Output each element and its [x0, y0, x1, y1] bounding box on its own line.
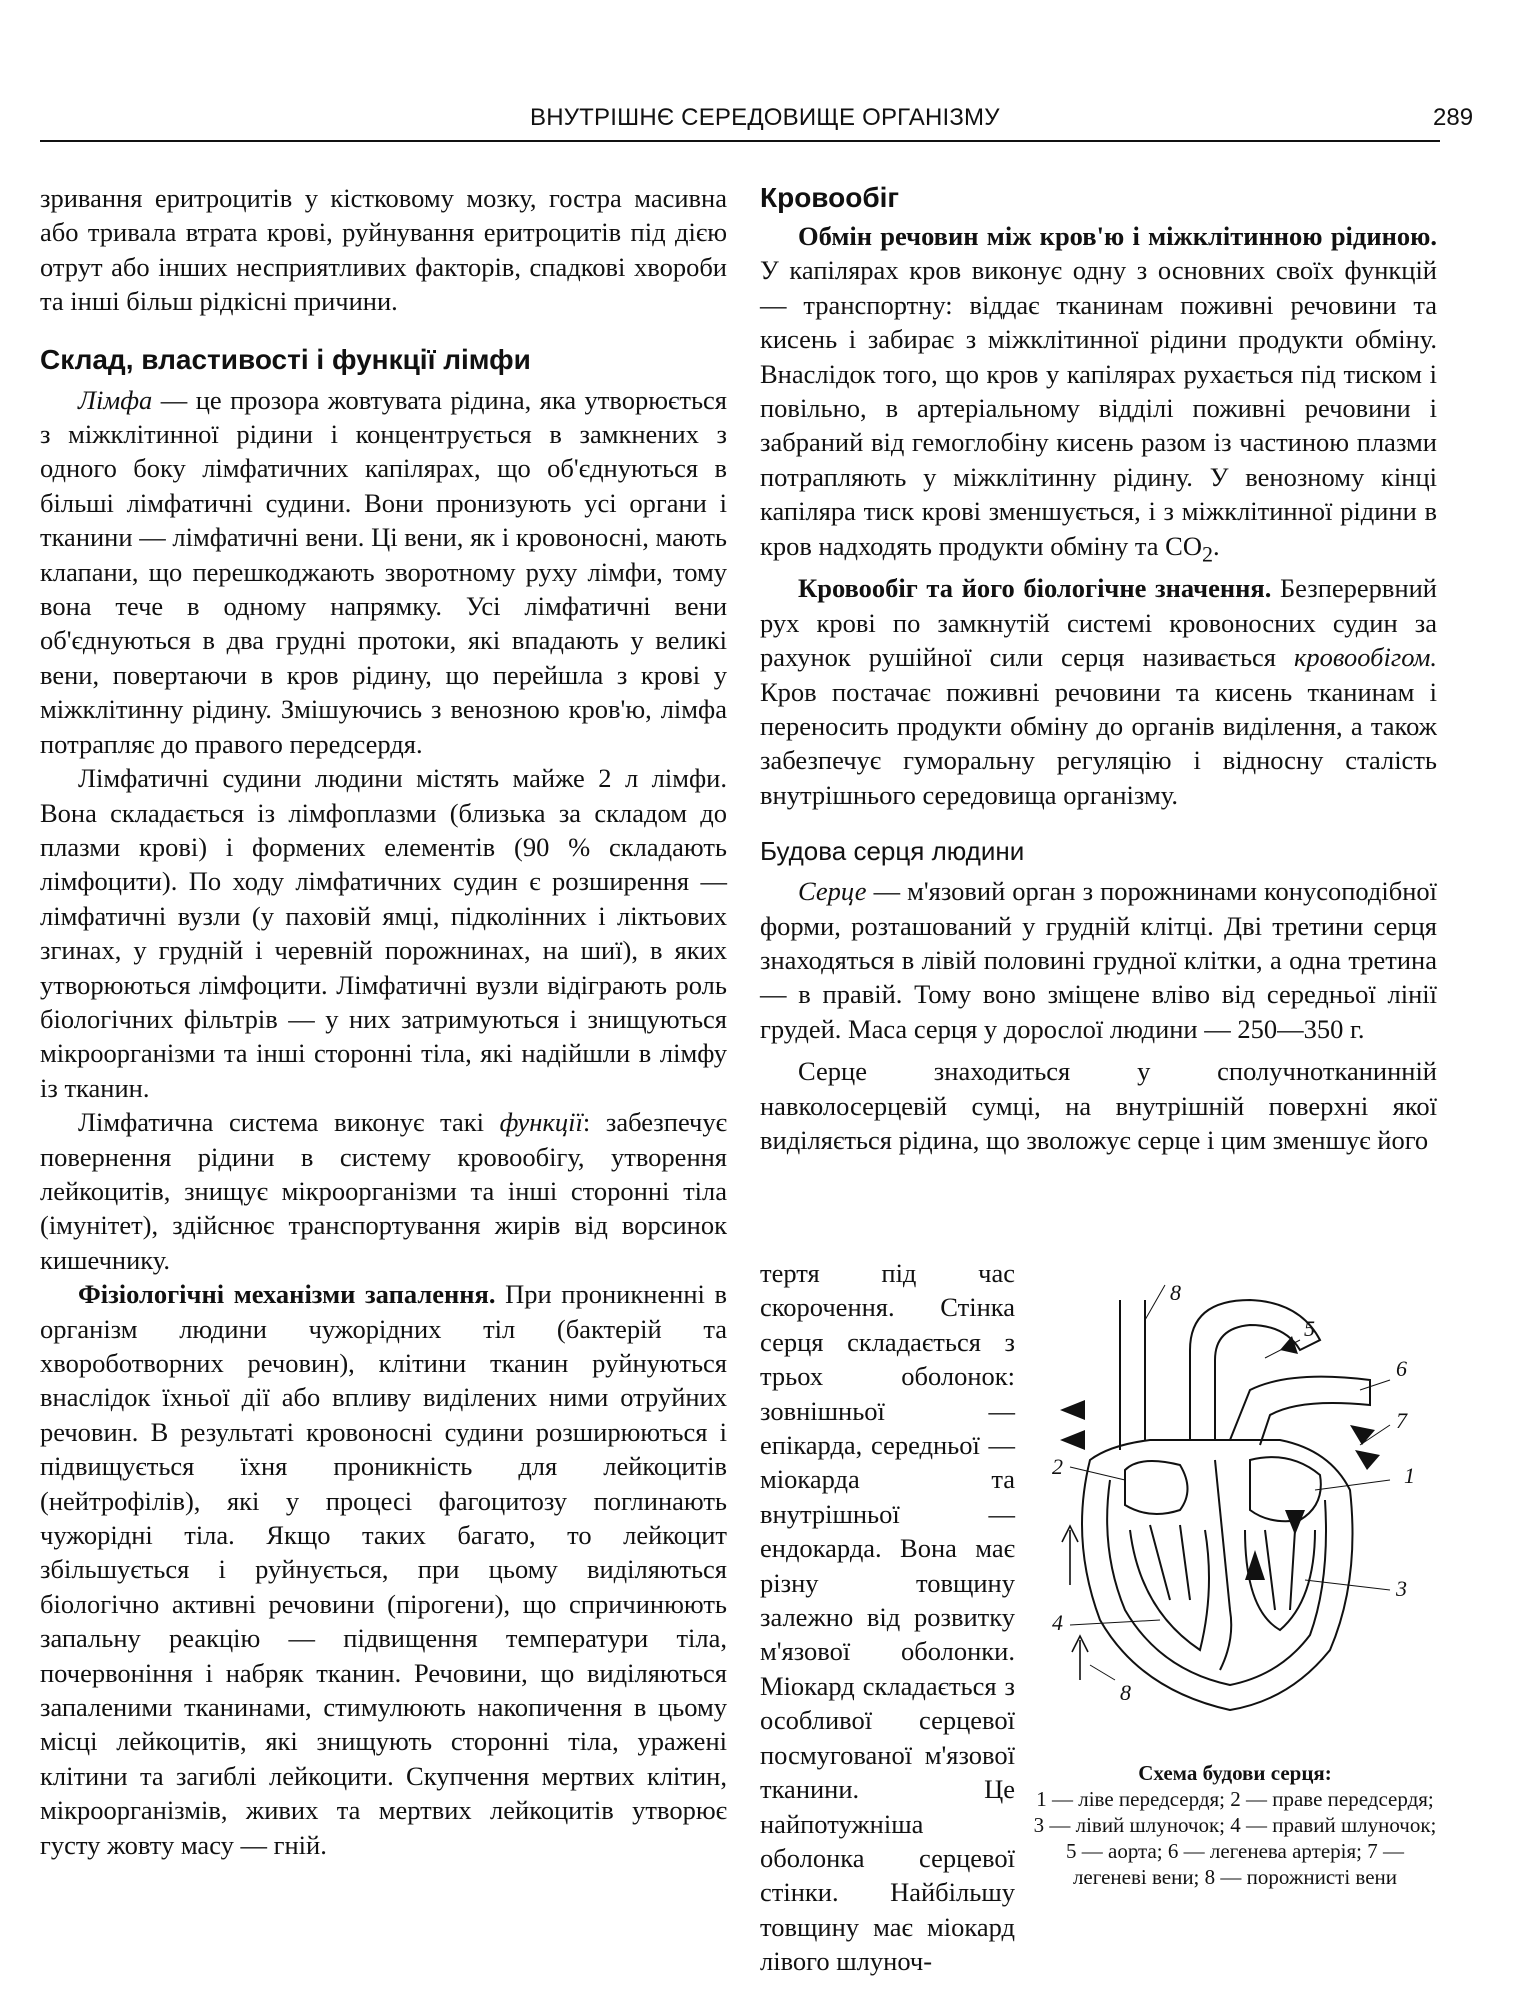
label-3: 3 — [1396, 1576, 1407, 1601]
heading-heart-structure: Будова серця людини — [760, 836, 1025, 867]
label-1: 1 — [1404, 1463, 1415, 1488]
pulmonary-artery — [1230, 1377, 1370, 1445]
paragraph-continued: зривання еритроцитів у кістковому мозку, гостра масивна або тривала втрата крові, руйнування еритроцитів під дією отрут або інших несприятливих факторів, спадкові хвороби та інші більш рідкісні причини. — [40, 183, 727, 317]
subheading-exchange: Обмін речовин між кров'ю і міжклітинною рідиною. — [798, 221, 1437, 251]
left-atrium — [1250, 1457, 1321, 1521]
paragraph-text: — це прозора жовтувата рідина, яка утворюється з міжклітинної рідини і концентрується в замкнених з одного боку лімфатичних капілярах, що об'єднуються в більші лімфатичні судини. Вони пронизують усі органи і тканини — лімфатичні вени. Ці вени, як і кровоносні, мають клапани, що перешкоджають зворотному руху лімфи, тому вона тече в одному напрямку. Усі лімфатичні вени об'єднуються в два грудні протоки, які впадають у великі вени, повертаючи в кров рідину, що перейшла з крові у міжклітинну рідину. Змішуючись з венозною кров'ю, лімфа потрапляє до правого передсердя. — [40, 384, 727, 759]
paragraph-text: . — [1213, 530, 1220, 561]
aorta — [1190, 1300, 1320, 1440]
heading-lymph: Склад, властивості і функції лімфи — [40, 343, 531, 375]
caption-body: 1 — ліве передсердя; 2 — праве передсердя; 3 — лівий шлуночок; 4 — правий шлуночок; 5 — аорта; 6 — легенева артерія; 7 — легеневі вени; 8 — порожнисті вени — [1033, 1787, 1437, 1889]
label-5: 5 — [1304, 1316, 1315, 1341]
paragraph-text: Безперервний рух крові по замкнутій системі кровоносних судин за рахунок рушійної сили серця називається — [760, 573, 1437, 673]
page-number: 289 — [1433, 104, 1474, 131]
label-7: 7 — [1396, 1408, 1407, 1433]
paragraph-text: При проникненні в організм людини чужорідних тіл (бактерій та хвороботворних речовин), клітини тканин руйнуються внаслідок їхньої дії або впливу виділених ними отруйних речовин. В результаті кровоносні судини розширюються і підвищується їхня проникність для лейкоцитів (нейтрофілів), які у процесі фагоцитозу поглинають чужорідні тіла. Якщо таких багато, то лейкоцит збільшується і руйнується, при цьому виділяються біологічно активні речовини (пірогени), що спричинюють запальну реакцію — підвищення температури тіла, почервоніння і набряк тканин. Речовини, що виділяються запаленими тканинами, стимулюють накопичення в цьому місці лейкоцитів, які знищують сторонні тіла, уражені клітини та загиблі лейкоцити. Скупчення мертвих клітин, мікроорганізмів, живих та мертвих лейкоцитів утворює густу жовту масу — гній. — [40, 1279, 728, 1860]
arrow-icon — [1280, 1336, 1298, 1354]
left-column — [40, 181, 727, 1862]
term-circulation: кровообігом. — [1293, 642, 1437, 673]
running-title: ВНУТРІШНЄ СЕРЕДОВИЩЕ ОРГАНІЗМУ — [530, 104, 1000, 131]
heading-circulation: Кровообіг — [760, 182, 900, 213]
label-8-top: 8 — [1170, 1280, 1181, 1305]
subheading-inflammation: Фізіологічні механізми запалення. — [78, 1279, 496, 1310]
label-2: 2 — [1052, 1454, 1063, 1479]
paragraph-text: У капілярах кров виконує одну з основних своїх функцій — транспортну: віддає тканинам поживні речовини та кисень і забирає з міжклітинної рідини продукти обміну. Внаслідок того, що кров у капілярах рухається під тиском і повільно, в артеріальному відділі поживні речовини і забраний від гемоглобіну кисень разом із частиною плазми потрапляють у міжклітинну рідину. У венозному кінці капіляра тиск крові зменшується, і з міжклітинної рідини в кров надходять продукти обміну та СО — [760, 255, 1437, 561]
paragraph-heart-wall: тертя під час скорочення. Стінка серця складається з трьох оболонок: зовнішньої — епікарда, середньої — міокарда та внутрішньої — ендокарда. Вона має різну товщину залежно від розвитку м'язової оболонки. Міокард складається з особливої серцевої посмугованої м'язової тканини. Це найпотужніша оболонка серцевої стінки. Найбільшу товщину має міокард лівого шлуноч- — [760, 1258, 1015, 1977]
paragraph-text: : забезпечує повернення рідини в систему кровообігу, утворення лейкоцитів, знищує мікроорганізми та інші сторонні тіла (імунітет), здійснює транспортування жирів від ворсинок кишечнику. — [40, 1107, 728, 1275]
paragraph-lymph-definition — [40, 383, 727, 761]
paragraph-text: Лімфатична система виконує такі — [78, 1107, 500, 1138]
subheading-circulation: Кровообіг та його біологічне значення. — [798, 573, 1272, 604]
right-atrium — [1125, 1461, 1188, 1514]
paragraph-inflammation — [40, 1277, 727, 1862]
arrow-icon — [1060, 1400, 1085, 1420]
term-lymph: Лімфа — [78, 384, 153, 415]
caption-title: Схема будови серця: — [1138, 1761, 1332, 1785]
term-heart: Серце — [798, 876, 867, 907]
paragraph-lymph-functions — [40, 1105, 727, 1277]
paragraph-text: — м'язовий орган з порожнинами конусоподібної форми, розташований у грудній клітці. Дві третини серця знаходяться в лівій половині грудної клітки, а одна третина — в правій. Тому воно зміщене вліво від середньої лінії грудей. Маса серця у дорослої людини — 250—350 г. — [760, 876, 1437, 1044]
paragraph-pericardium: Серце знаходиться у сполучнотканинній навколосерцевій сумці, на внутрішній поверхні якої виділяється рідина, що зволожує серце і цим зменшує його — [760, 1056, 1437, 1156]
label-4: 4 — [1052, 1610, 1063, 1635]
label-6: 6 — [1396, 1356, 1407, 1381]
paragraph-exchange — [760, 219, 1437, 571]
paragraph-text: Кров постачає поживні речовини та кисень тканинам і переносить продукти обміну до органів виділення, а також забезпечує гуморальну регуляцію і відносну сталість внутрішнього середовища організму. — [760, 676, 1437, 810]
subscript: 2 — [1201, 540, 1214, 566]
figure-caption — [1030, 1760, 1440, 1890]
vena-cava — [1120, 1300, 1145, 1450]
arrow-icon — [1060, 1430, 1085, 1450]
right-ventricle — [1130, 1530, 1209, 1650]
septum — [1215, 1460, 1231, 1670]
arrow-icon — [1062, 1526, 1078, 1585]
term-functions: функції — [499, 1107, 583, 1138]
paragraph-circulation-meaning — [760, 571, 1437, 812]
paragraph-lymph-vessels: Лімфатичні судини людини містять майже 2 л лімфи. Вона складається із лімфоплазми (близька за складом до плазми крові) і формених елементів (90 % складають лімфоцити). По ходу лімфатичних судин є розширення — лімфатичні вузли (у паховій ямці, підколінних і ліктьових згинах, у грудній і черевній порожнинах, на шиї), в яких утворюються лімфоцити. Лімфатичні вузли відіграють роль біологічних фільтрів — у них затримуються і знищуються мікроорганізми та інші сторонні тіла, які надійшли в лімфу із тканин. — [40, 763, 727, 1103]
heart-diagram — [1030, 1280, 1440, 1720]
paragraph-heart-definition — [760, 874, 1437, 1046]
label-8-bottom: 8 — [1120, 1680, 1131, 1705]
wrapped-text-column — [760, 1256, 1015, 1979]
arrow-icon — [1350, 1425, 1375, 1445]
header-rule — [40, 140, 1440, 142]
arrow-icon — [1072, 1636, 1088, 1680]
right-column — [760, 181, 1437, 1157]
arrow-icon — [1355, 1450, 1380, 1470]
arrow-icon — [1285, 1510, 1305, 1535]
